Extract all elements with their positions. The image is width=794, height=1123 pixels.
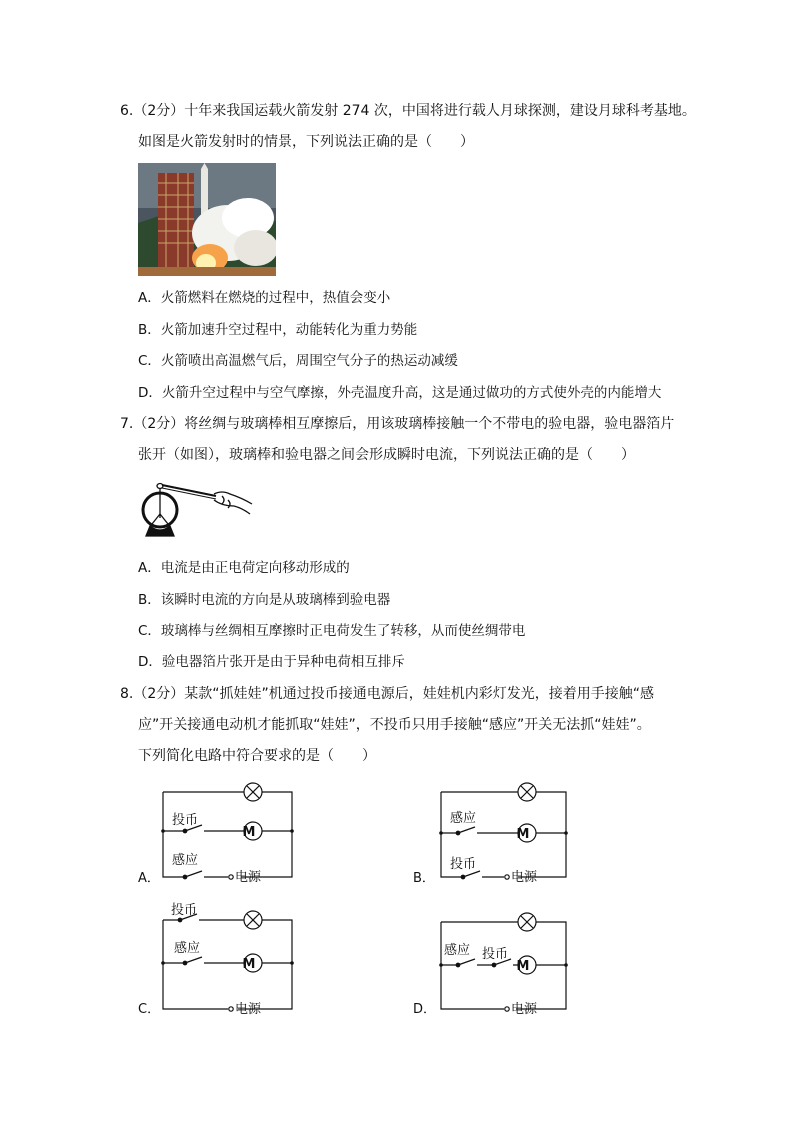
q6-option-c: C．火箭喷出高温燃气后，周围空气分子的热运动减缓 (138, 353, 458, 369)
coin-switch-label: 投币 (171, 903, 198, 918)
q8-number: 8. (120, 686, 134, 702)
power-label: 电源 (235, 870, 262, 885)
sense-switch-label: 感应 (450, 811, 477, 826)
coin-switch-label: 投币 (450, 857, 477, 872)
coin-switch-label: 投币 (482, 947, 509, 962)
sense-switch-label: 感应 (172, 853, 199, 868)
q6-stem-line-1: 6.（2分）十年来我国运载火箭发射 274 次，中国将进行载人月球探测，建设月球科考基地。 (120, 103, 696, 119)
circuit-option-a-label: A． (138, 871, 160, 886)
coin-switch-label: 投币 (172, 813, 199, 828)
sense-switch-label: 感应 (444, 943, 471, 958)
q6-option-b: B．火箭加速升空过程中，动能转化为重力势能 (138, 322, 418, 338)
q7-option-c: C．玻璃棒与丝绸相互摩擦时正电荷发生了转移，从而使丝绸带电 (138, 623, 526, 639)
circuit-option-b-label: B． (413, 871, 435, 886)
electroscope-figure (138, 478, 258, 550)
motor-label: M (242, 825, 256, 840)
circuit-option-d-label: D． (413, 1002, 437, 1017)
circuit-b (436, 780, 576, 885)
circuit-a (158, 780, 298, 885)
q8-stem-line-2: 应”开关接通电动机才能抓取“娃娃”，不投币只用手接触“感应”开关无法抓“娃娃”。 (138, 717, 651, 733)
q7-option-b: B．该瞬时电流的方向是从玻璃棒到验电器 (138, 592, 391, 608)
q7-number: 7. (120, 416, 134, 432)
q7-stem-line-1: 7.（2分）将丝绸与玻璃棒相互摩擦后，用该玻璃棒接触一个不带电的验电器，验电器箔片 (120, 416, 675, 432)
power-label: 电源 (511, 1002, 538, 1017)
q6-stem-line-2: 如图是火箭发射时的情景，下列说法正确的是（ ） (138, 134, 474, 150)
q6-option-a: A．火箭燃料在燃烧的过程中，热值会变小 (138, 290, 391, 306)
sense-switch-label: 感应 (174, 941, 201, 956)
q6-option-d: D．火箭升空过程中与空气摩擦，外壳温度升高，这是通过做功的方式使外壳的内能增大 (138, 385, 662, 401)
q8-stem-line-3: 下列简化电路中符合要求的是（ ） (138, 748, 376, 764)
q6-number: 6. (120, 103, 134, 119)
motor-label: M (242, 957, 256, 972)
circuit-option-c-label: C． (138, 1002, 161, 1017)
circuit-c (158, 902, 298, 1018)
q7-option-a: A．电流是由正电荷定向移动形成的 (138, 560, 350, 576)
rocket-launch-photo (138, 163, 276, 276)
motor-label: M (516, 959, 530, 974)
q7-stem-line-2: 张开（如图），玻璃棒和验电器之间会形成瞬时电流，下列说法正确的是（ ） (138, 447, 635, 463)
motor-label: M (516, 827, 530, 842)
q8-stem-line-1: 8.（2分）某款“抓娃娃”机通过投币接通电源后，娃娃机内彩灯发光，接着用手接触“感 (120, 686, 655, 702)
q7-option-d: D．验电器箔片张开是由于异种电荷相互排斥 (138, 654, 405, 670)
power-label: 电源 (235, 1002, 262, 1017)
circuit-d (436, 902, 576, 1018)
power-label: 电源 (511, 870, 538, 885)
